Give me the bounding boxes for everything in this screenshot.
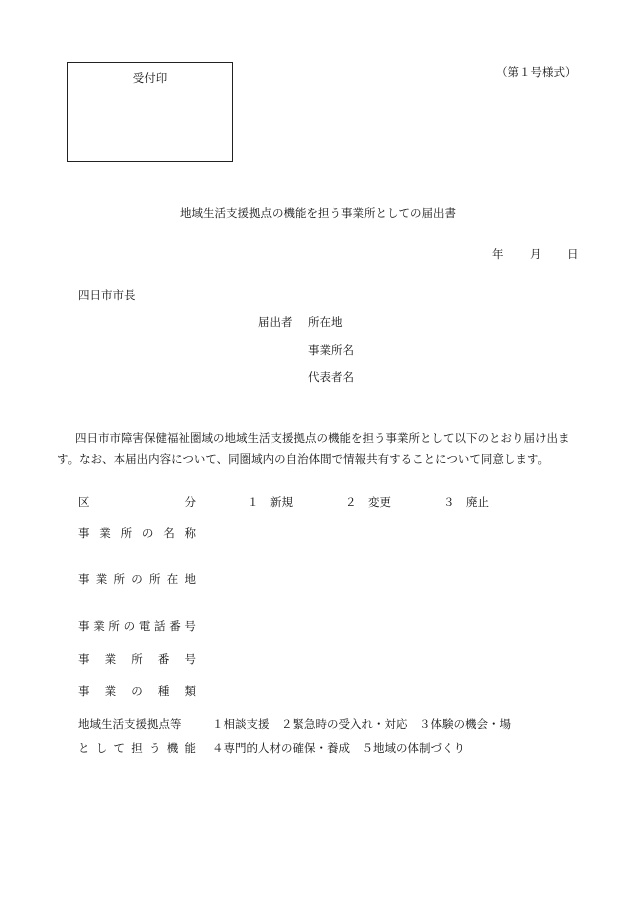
label-char: 番 <box>157 652 170 666</box>
office-number-field-label <box>78 651 196 667</box>
address-label: 所在地 <box>308 315 343 329</box>
label-char: 業 <box>104 652 117 666</box>
date-day: 日 <box>567 247 579 261</box>
document-title: 地域生活支援拠点の機能を担う事業所としての届出書 <box>180 206 456 220</box>
label-char: 事 <box>78 684 90 698</box>
functions-label-line-2 <box>78 740 196 756</box>
reception-stamp-box <box>67 62 233 162</box>
label-char: 所 <box>149 572 161 586</box>
business-type-field-label <box>78 683 196 699</box>
classification-label-char: 区 <box>78 495 90 509</box>
label-char: し <box>95 741 108 755</box>
office-address-field-label <box>78 571 196 587</box>
label-char: 号 <box>184 652 196 666</box>
label-char: 電 <box>138 619 151 633</box>
label-char: 話 <box>154 619 166 633</box>
label-char: 所 <box>120 526 133 540</box>
label-char: 事 <box>78 572 90 586</box>
label-char: の <box>141 526 154 540</box>
functions-label-line-1: 地域生活支援拠点等 <box>78 717 182 731</box>
label-char: 事 <box>78 526 90 540</box>
label-char: 所 <box>113 572 125 586</box>
label-char: 名 <box>163 526 175 540</box>
date-year: 年 <box>492 247 504 261</box>
addressee: 四日市市長 <box>78 288 136 302</box>
label-char: 類 <box>184 684 196 698</box>
label-char: 能 <box>184 741 196 755</box>
functions-options-line-2: ４専門的人材の確保・養成 ５地域の体制づくり <box>212 741 465 755</box>
label-char: 業 <box>93 619 105 633</box>
classification-label <box>78 494 196 510</box>
label-char: 番 <box>169 619 181 633</box>
body-text <box>57 428 597 469</box>
office-phone-field-label <box>78 618 196 634</box>
label-char: 機 <box>166 741 179 755</box>
label-char: と <box>78 741 90 755</box>
label-char: 業 <box>95 572 108 586</box>
label-char: 所 <box>131 652 143 666</box>
label-char: 所 <box>108 619 120 633</box>
classification-label-char: 分 <box>184 495 196 509</box>
label-char: 事 <box>78 652 90 666</box>
representative-label: 代表者名 <box>308 370 354 384</box>
stamp-box-label: 受付印 <box>132 71 168 85</box>
label-char: の <box>131 572 143 586</box>
functions-options-line-1: １相談支援 ２緊急時の受入れ・対応 ３体験の機会・場 <box>212 717 511 731</box>
label-char: 号 <box>184 619 196 633</box>
label-char: 地 <box>184 572 196 586</box>
date-month: 月 <box>530 247 542 261</box>
label-char: 称 <box>184 526 196 540</box>
label-char: 事 <box>78 619 90 633</box>
label-char: の <box>123 619 136 633</box>
office-name-field-label <box>78 525 196 541</box>
body-line-2: す。なお、本届出内容について、同圏域内の自治体間で情報共有することについて同意します。 <box>57 451 549 466</box>
label-char: う <box>149 741 161 755</box>
classification-option-abolish: ３ 廃止 <box>443 495 489 509</box>
label-char: 業 <box>99 526 111 540</box>
form-number: （第１号様式） <box>496 65 577 79</box>
classification-option-change: ２ 変更 <box>345 495 391 509</box>
body-line-1: 四日市市障害保健福祉圏域の地域生活支援拠点の機能を担う事業所として以下のとおり届け出ま <box>75 431 570 445</box>
label-char: 種 <box>157 684 170 698</box>
applicant-label: 届出者 <box>258 315 293 329</box>
label-char: の <box>131 684 143 698</box>
label-char: 業 <box>104 684 117 698</box>
classification-option-new: １ 新規 <box>247 495 293 509</box>
label-char: 担 <box>131 741 143 755</box>
office-name-label: 事業所名 <box>308 343 354 357</box>
label-char: 在 <box>166 572 179 586</box>
label-char: て <box>113 741 125 755</box>
